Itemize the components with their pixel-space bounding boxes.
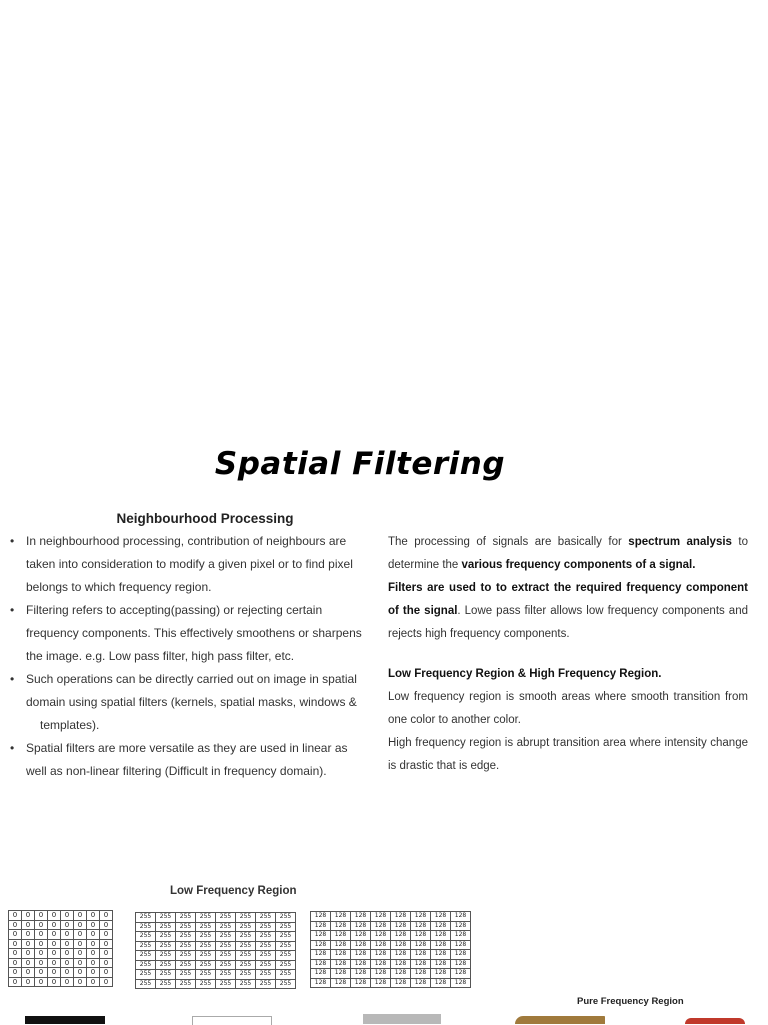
grid-cell: 255 <box>136 970 156 980</box>
grid-cell: 0 <box>74 949 87 959</box>
grid-cell: 255 <box>236 951 256 961</box>
grid-cell: 255 <box>216 922 236 932</box>
grid-cell: 255 <box>136 932 156 942</box>
grid-cell: 128 <box>451 940 471 950</box>
grid-cell: 255 <box>176 932 196 942</box>
pixel-grid-255 <box>135 912 296 989</box>
grid-cell: 128 <box>451 921 471 931</box>
grid-cell: 128 <box>351 940 371 950</box>
filters-bold: Filters are used to to extract the required frequency component of the signal <box>388 582 748 617</box>
grid-cell: 255 <box>176 922 196 932</box>
grid-cell: 128 <box>451 969 471 979</box>
grid-cell: 255 <box>196 922 216 932</box>
grid-cell: 128 <box>411 959 431 969</box>
bullet-item <box>10 599 365 668</box>
grid-cell: 128 <box>371 969 391 979</box>
grid-cell: 0 <box>87 968 100 978</box>
grid-cell: 128 <box>311 959 331 969</box>
bullet-line: well as non-linear filtering (Difficult in frequency domain). <box>26 764 327 778</box>
grid-cell: 0 <box>87 939 100 949</box>
grid-cell: 255 <box>136 979 156 989</box>
grid-cell: 255 <box>156 979 176 989</box>
grid-cell: 0 <box>100 949 113 959</box>
bullet-item <box>10 668 365 737</box>
grid-cell: 0 <box>22 958 35 968</box>
grid-cell: 255 <box>236 922 256 932</box>
bullet-line: • Such operations can be directly carried out on image in spatial <box>26 672 357 686</box>
bullet-line: taken into consideration to modify a given pixel or to find pixel <box>26 557 353 571</box>
grid-cell: 255 <box>276 951 296 961</box>
grid-cell: 128 <box>331 912 351 922</box>
grid-cell: 0 <box>22 939 35 949</box>
grid-cell: 255 <box>236 932 256 942</box>
grid-cell: 0 <box>61 968 74 978</box>
grid-cell: 128 <box>331 959 351 969</box>
grid-row <box>311 921 471 931</box>
frequency-region-paragraph <box>388 663 748 778</box>
grid-cell: 128 <box>331 950 351 960</box>
grid-cell: 255 <box>276 913 296 923</box>
grid-cell: 255 <box>156 960 176 970</box>
grid-cell: 0 <box>100 958 113 968</box>
grid-cell: 0 <box>61 930 74 940</box>
grid-cell: 128 <box>371 959 391 969</box>
grid-cell: 0 <box>48 911 61 921</box>
grid-cell: 0 <box>35 911 48 921</box>
grid-cell: 255 <box>136 913 156 923</box>
grid-cell: 128 <box>431 931 451 941</box>
grid-cell: 255 <box>176 979 196 989</box>
grid-cell: 0 <box>74 939 87 949</box>
pixel-grid-zeros <box>8 910 113 987</box>
grid-cell: 128 <box>351 912 371 922</box>
grid-cell: 255 <box>156 922 176 932</box>
sample-image-gray <box>363 1014 441 1024</box>
slide-title: Spatial Filtering <box>214 446 506 482</box>
spectrum-bold: various frequency components of a signal. <box>461 559 696 571</box>
low-frequency-text: Low frequency region is smooth areas where smooth transition from one color to another color. <box>388 691 748 726</box>
neighbourhood-heading: Neighbourhood Processing <box>116 511 294 526</box>
grid-cell: 255 <box>216 970 236 980</box>
grid-cell: 128 <box>331 921 351 931</box>
grid-cell: 128 <box>391 931 411 941</box>
grid-cell: 128 <box>331 931 351 941</box>
grid-cell: 128 <box>351 978 371 988</box>
grid-row <box>311 959 471 969</box>
grid-cell: 255 <box>196 979 216 989</box>
grid-cell: 255 <box>216 951 236 961</box>
bullet-line: • Filtering refers to accepting(passing) or rejecting certain <box>26 603 323 617</box>
spectrum-text: to determine the <box>388 536 749 571</box>
grid-cell: 128 <box>351 921 371 931</box>
bullet-line: • Spatial filters are more versatile as they are used in linear as <box>26 741 348 755</box>
grid-row <box>9 911 113 921</box>
grid-cell: 0 <box>100 968 113 978</box>
grid-cell: 0 <box>61 958 74 968</box>
grid-cell: 128 <box>371 931 391 941</box>
grid-cell: 128 <box>331 969 351 979</box>
grid-cell: 128 <box>411 950 431 960</box>
grid-cell: 128 <box>411 931 431 941</box>
grid-cell: 128 <box>371 978 391 988</box>
grid-cell: 128 <box>311 931 331 941</box>
grid-cell: 0 <box>35 949 48 959</box>
grid-cell: 0 <box>9 911 22 921</box>
grid-cell: 255 <box>256 941 276 951</box>
grid-cell: 128 <box>391 921 411 931</box>
grid-row <box>311 940 471 950</box>
grid-cell: 255 <box>176 951 196 961</box>
grid-cell: 0 <box>74 977 87 987</box>
grid-row <box>136 913 296 923</box>
grid-row <box>9 968 113 978</box>
grid-cell: 128 <box>311 969 331 979</box>
grid-row <box>9 949 113 959</box>
grid-cell: 255 <box>136 951 156 961</box>
grid-cell: 128 <box>451 959 471 969</box>
spectrum-text: The processing of signals are basically for <box>388 536 629 548</box>
grid-cell: 255 <box>276 979 296 989</box>
grid-cell: 0 <box>48 930 61 940</box>
grid-cell: 0 <box>100 977 113 987</box>
grid-cell: 255 <box>176 970 196 980</box>
grid-cell: 255 <box>256 960 276 970</box>
grid-cell: 0 <box>9 977 22 987</box>
grid-cell: 255 <box>236 970 256 980</box>
grid-cell: 0 <box>9 968 22 978</box>
grid-cell: 255 <box>236 979 256 989</box>
grid-cell: 255 <box>156 951 176 961</box>
grid-cell: 0 <box>35 939 48 949</box>
grid-cell: 128 <box>371 940 391 950</box>
grid-cell: 128 <box>411 969 431 979</box>
grid-cell: 255 <box>276 970 296 980</box>
grid-row <box>9 958 113 968</box>
grid-cell: 128 <box>451 912 471 922</box>
grid-cell: 255 <box>196 941 216 951</box>
grid-cell: 255 <box>196 970 216 980</box>
grid-cell: 0 <box>61 939 74 949</box>
sample-image-red <box>685 1018 745 1024</box>
grid-cell: 0 <box>87 977 100 987</box>
grid-cell: 128 <box>431 912 451 922</box>
grid-cell: 128 <box>411 912 431 922</box>
grid-cell: 128 <box>351 950 371 960</box>
grid-cell: 255 <box>216 913 236 923</box>
grid-cell: 128 <box>371 950 391 960</box>
grid-cell: 255 <box>176 960 196 970</box>
grid-cell: 128 <box>391 912 411 922</box>
grid-cell: 255 <box>276 922 296 932</box>
grid-cell: 128 <box>391 978 411 988</box>
grid-cell: 128 <box>311 950 331 960</box>
grid-cell: 255 <box>196 932 216 942</box>
grid-cell: 255 <box>176 913 196 923</box>
grid-cell: 128 <box>431 940 451 950</box>
grid-cell: 0 <box>87 911 100 921</box>
grid-cell: 255 <box>276 960 296 970</box>
grid-cell: 255 <box>136 960 156 970</box>
grid-cell: 0 <box>61 911 74 921</box>
grid-cell: 128 <box>451 931 471 941</box>
grid-row <box>311 950 471 960</box>
grid-cell: 128 <box>411 921 431 931</box>
grid-cell: 0 <box>35 968 48 978</box>
grid-cell: 255 <box>216 941 236 951</box>
bullet-line: frequency components. This effectively smoothens or sharpens <box>26 626 362 640</box>
grid-cell: 128 <box>431 950 451 960</box>
grid-cell: 255 <box>156 970 176 980</box>
grid-cell: 128 <box>391 969 411 979</box>
grid-cell: 0 <box>100 911 113 921</box>
grid-row <box>136 970 296 980</box>
grid-cell: 0 <box>22 930 35 940</box>
grid-cell: 128 <box>411 940 431 950</box>
figure-title-2: Pure Frequency Region <box>577 996 684 1007</box>
grid-cell: 0 <box>9 930 22 940</box>
grid-row <box>9 930 113 940</box>
sample-image-black <box>25 1016 105 1024</box>
grid-cell: 255 <box>256 951 276 961</box>
grid-cell: 0 <box>22 911 35 921</box>
grid-cell: 0 <box>22 920 35 930</box>
grid-cell: 255 <box>236 960 256 970</box>
grid-cell: 0 <box>22 977 35 987</box>
frequency-region-heading: Low Frequency Region & High Frequency Region. <box>388 668 662 680</box>
grid-cell: 0 <box>9 920 22 930</box>
grid-cell: 0 <box>87 930 100 940</box>
spectrum-bold: spectrum analysis <box>628 536 732 548</box>
bullet-line: belongs to which frequency region. <box>26 580 212 594</box>
filters-text: . Lowe pass filter allows low frequency components and rejects high frequency components. <box>388 605 748 640</box>
pixel-grid-128 <box>310 911 471 988</box>
grid-cell: 255 <box>196 913 216 923</box>
grid-cell: 255 <box>196 951 216 961</box>
grid-cell: 0 <box>48 949 61 959</box>
grid-row <box>9 920 113 930</box>
grid-cell: 0 <box>48 977 61 987</box>
grid-cell: 128 <box>431 969 451 979</box>
grid-cell: 0 <box>74 968 87 978</box>
grid-cell: 128 <box>331 978 351 988</box>
grid-cell: 128 <box>371 921 391 931</box>
grid-row <box>136 922 296 932</box>
grid-row <box>136 932 296 942</box>
grid-cell: 255 <box>156 913 176 923</box>
grid-cell: 0 <box>61 920 74 930</box>
grid-cell: 0 <box>48 939 61 949</box>
grid-row <box>311 978 471 988</box>
grid-cell: 0 <box>22 968 35 978</box>
grid-cell: 255 <box>276 932 296 942</box>
grid-cell: 128 <box>411 978 431 988</box>
grid-cell: 255 <box>216 979 236 989</box>
grid-cell: 0 <box>22 949 35 959</box>
grid-cell: 255 <box>216 932 236 942</box>
bullet-line: domain using spatial filters (kernels, spatial masks, windows & <box>26 695 357 709</box>
grid-cell: 255 <box>236 941 256 951</box>
bullet-item <box>10 737 365 783</box>
grid-cell: 0 <box>35 930 48 940</box>
grid-cell: 255 <box>256 922 276 932</box>
grid-cell: 255 <box>156 932 176 942</box>
grid-cell: 0 <box>74 911 87 921</box>
grid-cell: 0 <box>35 977 48 987</box>
grid-cell: 128 <box>451 950 471 960</box>
spectrum-paragraph <box>388 531 748 646</box>
grid-cell: 0 <box>9 939 22 949</box>
sample-image-photo <box>515 1016 605 1024</box>
grid-cell: 255 <box>136 922 156 932</box>
grid-row <box>311 931 471 941</box>
grid-cell: 0 <box>48 968 61 978</box>
grid-cell: 128 <box>431 978 451 988</box>
grid-cell: 0 <box>35 958 48 968</box>
bullet-list <box>10 530 365 783</box>
grid-cell: 255 <box>236 913 256 923</box>
grid-cell: 255 <box>276 941 296 951</box>
grid-cell: 0 <box>74 920 87 930</box>
grid-cell: 255 <box>156 941 176 951</box>
grid-cell: 0 <box>87 949 100 959</box>
high-frequency-text: High frequency region is abrupt transition area where intensity change is drastic that is edge. <box>388 737 748 772</box>
grid-cell: 0 <box>9 949 22 959</box>
grid-cell: 255 <box>176 941 196 951</box>
grid-cell: 128 <box>351 959 371 969</box>
grid-cell: 0 <box>48 920 61 930</box>
grid-cell: 255 <box>256 970 276 980</box>
grid-cell: 128 <box>391 950 411 960</box>
grid-cell: 128 <box>451 978 471 988</box>
grid-cell: 255 <box>256 913 276 923</box>
grid-row <box>136 941 296 951</box>
grid-cell: 0 <box>100 939 113 949</box>
bullet-line: templates). <box>40 718 100 732</box>
grid-cell: 128 <box>351 969 371 979</box>
bullet-line: the image. e.g. Low pass filter, high pass filter, etc. <box>26 649 295 663</box>
grid-cell: 0 <box>61 949 74 959</box>
grid-cell: 128 <box>391 940 411 950</box>
grid-cell: 128 <box>311 912 331 922</box>
grid-cell: 0 <box>100 920 113 930</box>
grid-cell: 128 <box>331 940 351 950</box>
grid-cell: 0 <box>87 958 100 968</box>
grid-cell: 128 <box>371 912 391 922</box>
grid-row <box>311 912 471 922</box>
grid-row <box>136 951 296 961</box>
grid-row <box>9 977 113 987</box>
grid-cell: 0 <box>87 920 100 930</box>
grid-cell: 128 <box>311 921 331 931</box>
grid-cell: 128 <box>431 921 451 931</box>
grid-row <box>9 939 113 949</box>
grid-cell: 128 <box>391 959 411 969</box>
grid-cell: 0 <box>35 920 48 930</box>
bullet-item <box>10 530 365 599</box>
grid-cell: 255 <box>136 941 156 951</box>
grid-row <box>136 979 296 989</box>
grid-cell: 0 <box>9 958 22 968</box>
grid-cell: 128 <box>431 959 451 969</box>
grid-cell: 255 <box>216 960 236 970</box>
grid-cell: 0 <box>61 977 74 987</box>
grid-cell: 128 <box>311 940 331 950</box>
grid-row <box>136 960 296 970</box>
bullet-line: • In neighbourhood processing, contribution of neighbours are <box>26 534 347 548</box>
grid-cell: 0 <box>74 930 87 940</box>
grid-cell: 255 <box>196 960 216 970</box>
grid-cell: 255 <box>256 979 276 989</box>
grid-cell: 0 <box>100 930 113 940</box>
grid-cell: 128 <box>351 931 371 941</box>
grid-cell: 0 <box>74 958 87 968</box>
grid-cell: 128 <box>311 978 331 988</box>
figure-title: Low Frequency Region <box>170 885 297 897</box>
grid-cell: 255 <box>256 932 276 942</box>
grid-cell: 0 <box>48 958 61 968</box>
grid-row <box>311 969 471 979</box>
